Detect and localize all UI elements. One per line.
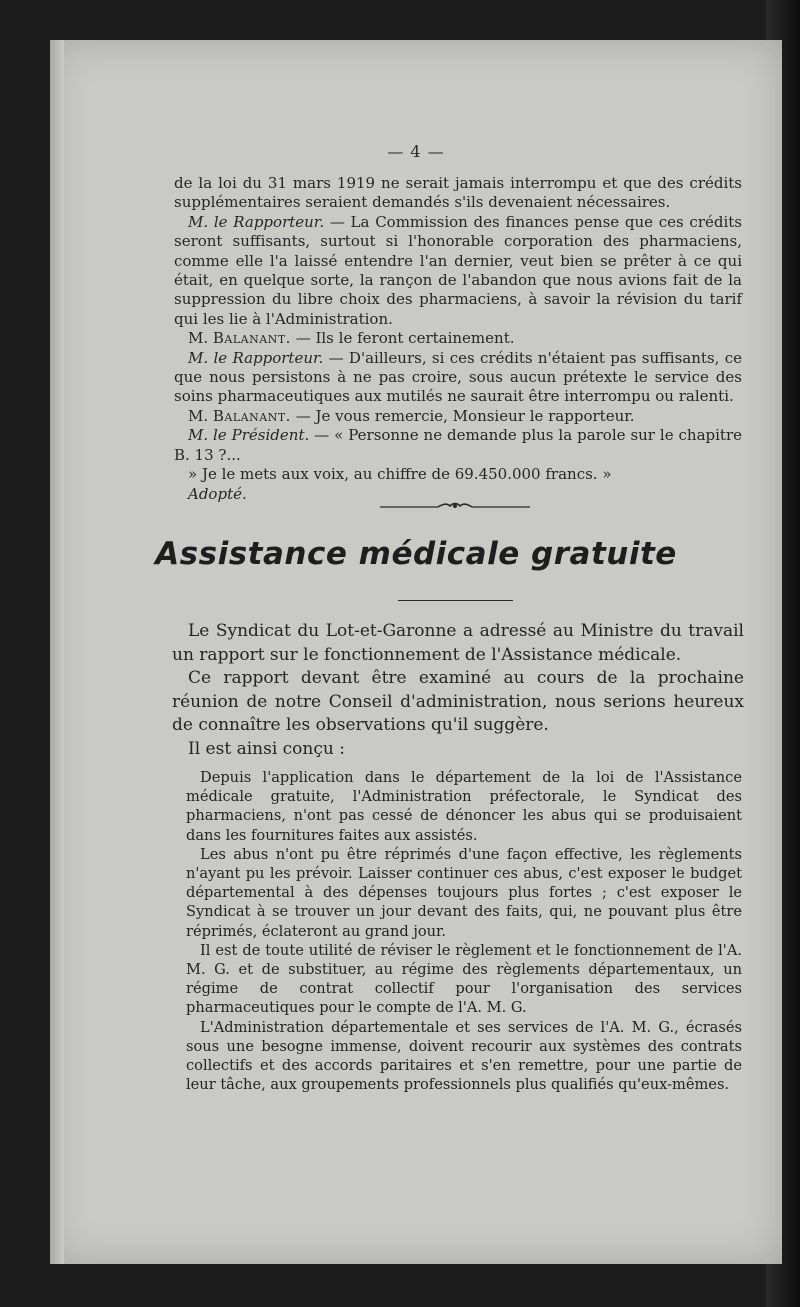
report-paragraph: L'Administration départementale et ses services de l'A. M. G., écrasés sous une besogne immense, doivent recourir aux systèmes des contrats collectifs et des accords paritaires et s'en remettre, pour une partie de leur tâche, aux groupements professionnels plus qualifiés qu'eux-mêmes. [186, 1018, 742, 1094]
speaker-name: M. le Président. [188, 426, 310, 445]
document-page [50, 40, 782, 1264]
debate-paragraph: de la loi du 31 mars 1919 ne serait jamais interrompu et que des crédits supplémentaires seraient demandés s'ils devenaient nécessaires. [174, 174, 742, 212]
debate-paragraph: M. Balanant. — Je vous remercie, Monsieur le rapporteur. [188, 406, 635, 425]
speaker-name: Balanant. [212, 329, 291, 348]
speaker-name: M. le Rapporteur. [188, 212, 325, 231]
page-number: — 4 — [387, 142, 445, 161]
intro-paragraph: Le Syndicat du Lot-et-Garonne a adressé au Ministre du travail un rapport sur le fonctionnement de l'Assistance médicale. [172, 621, 744, 665]
ornament-divider [380, 500, 530, 512]
title-underline [398, 600, 513, 601]
debate-paragraph: M. le Président. — « Personne ne demande plus la parole sur le chapitre B. 13 ?... [174, 426, 742, 464]
debate-paragraph: » Je le mets aux voix, au chiffre de 69.450.000 francs. » [188, 465, 612, 484]
page-fold-shadow [50, 40, 64, 1264]
report-paragraph: Les abus n'ont pu être réprimés d'une façon effective, les règlements n'ayant pu les prévoir. Laisser continuer ces abus, c'est exposer le budget départemental à des dépenses toujours plus fortes ; c'est exposer le Syndicat à se trouver un jour devant des faits, qui, ne pouvant plus être réprimés, éclateront au grand jour. [186, 845, 742, 940]
report-paragraph: Il est de toute utilité de réviser le règlement et le fonctionnement de l'A. M. G. et de substituer, au régime des règlements départementaux, un régime de contrat collectif pour l'organisation des services pharmaceutiques pour le compte de l'A. M. G. [186, 941, 742, 1017]
adopted-label: Adopté. [188, 484, 247, 503]
intro-paragraph: Ce rapport devant être examiné au cours de la prochaine réunion de notre Conseil d'administration, nous serions heureux de connaître les observations qu'il suggère. [172, 668, 744, 735]
debate-paragraph: M. le Rapporteur. — D'ailleurs, si ces crédits n'étaient pas suffisants, ce que nous persistons à ne pas croire, sous aucun prétexte le service des soins pharmaceutiques aux mutilés ne saurait être interrompu ou ralenti. [174, 348, 742, 406]
intro-paragraph: Il est ainsi conçu : [188, 738, 345, 759]
report-paragraph: Depuis l'application dans le département de la loi de l'Assistance médicale gratuite, l'Administration préfectorale, le Syndicat des pharmaciens, n'ont pas cessé de dénoncer les abus qui se produisaient dans les fournitures faites aux assistés. [186, 769, 742, 844]
quoted-report [186, 768, 742, 1094]
section-title: Assistance médicale gratuite [155, 536, 677, 572]
section-intro [172, 620, 744, 761]
debate-paragraph: M. le Rapporteur. — La Commission des finances pense que ces crédits seront suffisants, surtout si l'honorable corporation des pharmaciens, comme elle l'a laissé entendre l'an dernier, veut bien se prêter à ce qui était, en quelque sorte, la rançon de l'abandon que nous avions fait de la suppression du libre choix des pharmaciens, à savoir la révision du tarif qui les lie à l'Administration. [174, 212, 743, 328]
debate-transcript [174, 174, 742, 504]
speaker-name: M. le Rapporteur. [188, 348, 324, 367]
speaker-name: Balanant. [212, 406, 291, 425]
debate-paragraph: M. Balanant. — Ils le feront certainement. [188, 329, 515, 348]
